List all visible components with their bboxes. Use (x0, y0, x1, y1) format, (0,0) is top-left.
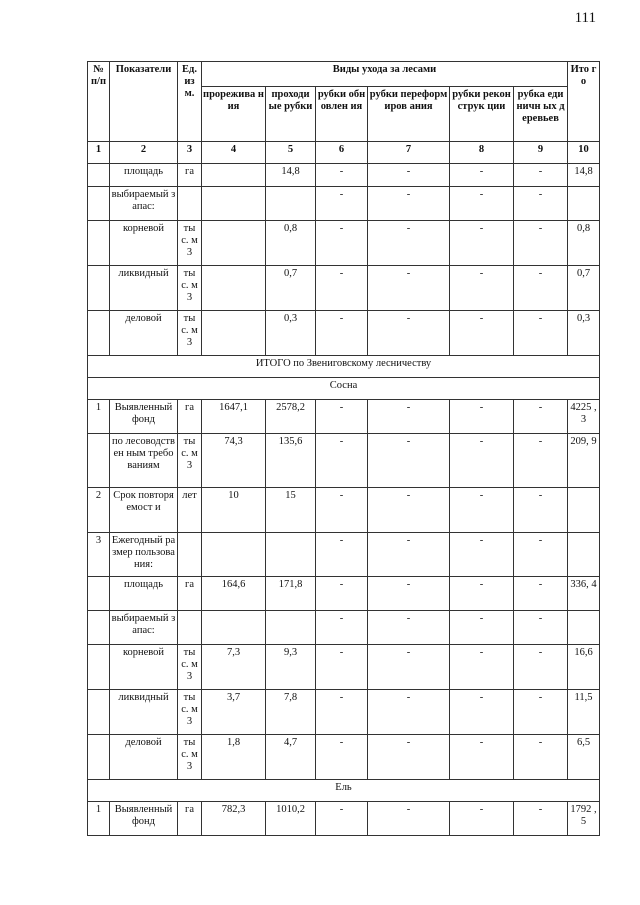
table-row (88, 400, 600, 434)
table-cell: - (450, 533, 514, 577)
table-cell: 15 (266, 488, 316, 533)
table-cell: - (368, 611, 450, 645)
table-cell: - (514, 400, 568, 434)
table-cell: 2578,2 (266, 400, 316, 434)
page-number: 111 (574, 10, 596, 26)
table-cell: - (450, 611, 514, 645)
table-cell: 1010,2 (266, 802, 316, 836)
table-cell: - (368, 266, 450, 311)
table-cell: - (368, 690, 450, 735)
table-cell: - (316, 311, 368, 356)
table-cell: - (450, 802, 514, 836)
table-cell: - (514, 164, 568, 187)
table-cell: - (514, 266, 568, 311)
table-cell: ты с. м3 (178, 266, 202, 311)
table-cell: Срок повторяемост и (110, 488, 178, 533)
table-row (88, 187, 600, 221)
table-cell: 16,6 (568, 645, 600, 690)
table-row (88, 311, 600, 356)
header-unit: Ед. из м. (178, 62, 202, 142)
col-number: 4 (202, 142, 266, 164)
table-cell: 0,7 (266, 266, 316, 311)
table-cell: 1792 ,5 (568, 802, 600, 836)
table-cell: - (316, 434, 368, 488)
table-cell: - (514, 645, 568, 690)
table-cell: - (450, 690, 514, 735)
header-indicator: Показатели (110, 62, 178, 142)
table-cell: 4225 ,3 (568, 400, 600, 434)
col-number: 6 (316, 142, 368, 164)
header-single-tree-cutting: рубка единичн ых деревьев (514, 87, 568, 142)
table-cell: площадь (110, 577, 178, 611)
table-row (88, 266, 600, 311)
table-cell: - (368, 802, 450, 836)
table-cell: 9,3 (266, 645, 316, 690)
section-row (88, 356, 600, 378)
table-row (88, 533, 600, 577)
table-cell: ликвидный (110, 690, 178, 735)
table-cell (202, 266, 266, 311)
col-number: 10 (568, 142, 600, 164)
table-cell: - (368, 533, 450, 577)
table-cell: ты с. м3 (178, 735, 202, 780)
table-cell: - (316, 488, 368, 533)
table-cell: 135,6 (266, 434, 316, 488)
table-cell: ты с. м3 (178, 434, 202, 488)
table-cell: - (316, 611, 368, 645)
header-care-types: Виды ухода за лесами (202, 62, 568, 87)
table-cell (568, 611, 600, 645)
col-number: 2 (110, 142, 178, 164)
table-cell (88, 164, 110, 187)
table-cell: - (316, 187, 368, 221)
col-number: 3 (178, 142, 202, 164)
table-cell: - (450, 434, 514, 488)
table-cell: - (316, 735, 368, 780)
table-cell: - (316, 533, 368, 577)
table-cell: 14,8 (568, 164, 600, 187)
table-row (88, 221, 600, 266)
table-cell: - (316, 577, 368, 611)
table-cell: ты с. м3 (178, 221, 202, 266)
table-cell: - (368, 221, 450, 266)
table-cell (202, 221, 266, 266)
table-cell: 1 (88, 400, 110, 434)
table-cell: - (368, 434, 450, 488)
table-cell: 3,7 (202, 690, 266, 735)
table-cell (88, 577, 110, 611)
table-cell: 0,3 (266, 311, 316, 356)
table-cell: - (514, 533, 568, 577)
table-cell: 7,8 (266, 690, 316, 735)
section-row (88, 780, 600, 802)
table-cell: 209, 9 (568, 434, 600, 488)
table-cell: - (514, 311, 568, 356)
table-cell: ты с. м3 (178, 690, 202, 735)
table-cell (266, 187, 316, 221)
table-cell: Выявленный фонд (110, 802, 178, 836)
table-cell: 14,8 (266, 164, 316, 187)
table-cell (88, 645, 110, 690)
table-cell: - (316, 400, 368, 434)
table-cell (202, 533, 266, 577)
table-cell (202, 311, 266, 356)
table-cell: - (368, 735, 450, 780)
table-cell: - (450, 400, 514, 434)
forest-care-table (87, 61, 600, 836)
table-cell: - (514, 735, 568, 780)
table-cell: 4,7 (266, 735, 316, 780)
table-cell: - (450, 488, 514, 533)
table-cell: 74,3 (202, 434, 266, 488)
table-cell: - (368, 577, 450, 611)
col-number: 7 (368, 142, 450, 164)
table-cell (568, 187, 600, 221)
table-cell: - (450, 266, 514, 311)
table-row (88, 611, 600, 645)
table-cell: корневой (110, 645, 178, 690)
table-cell (178, 611, 202, 645)
table-cell: - (368, 488, 450, 533)
table-cell (88, 221, 110, 266)
table-cell (88, 311, 110, 356)
table-cell (178, 187, 202, 221)
section-title: ИТОГО по Звениговскому лесничеству (88, 356, 600, 378)
header-passage-cutting: проходи ые рубки (266, 87, 316, 142)
table-cell: - (368, 400, 450, 434)
table-cell: - (316, 266, 368, 311)
table-cell: - (368, 187, 450, 221)
table-cell (266, 611, 316, 645)
table-cell (88, 735, 110, 780)
table-row (88, 488, 600, 533)
table-cell: - (514, 488, 568, 533)
table-row (88, 164, 600, 187)
table-cell (88, 187, 110, 221)
table-cell: 0,8 (568, 221, 600, 266)
table-cell (88, 434, 110, 488)
table-cell: ты с. м3 (178, 645, 202, 690)
table-cell: га (178, 400, 202, 434)
header-reformation-cutting: рубки переформиров ания (368, 87, 450, 142)
table-cell (568, 533, 600, 577)
table-cell: - (514, 690, 568, 735)
table-cell: 0,7 (568, 266, 600, 311)
table-cell: выбираемый запас: (110, 187, 178, 221)
table-cell: 1 (88, 802, 110, 836)
table-cell: 10 (202, 488, 266, 533)
table-cell: лет (178, 488, 202, 533)
table-cell (88, 266, 110, 311)
table-cell: 6,5 (568, 735, 600, 780)
table-cell: га (178, 577, 202, 611)
table-cell: корневой (110, 221, 178, 266)
table-cell: - (316, 164, 368, 187)
table-row (88, 735, 600, 780)
table-cell: 164,6 (202, 577, 266, 611)
table-cell: деловой (110, 735, 178, 780)
table-cell: 782,3 (202, 802, 266, 836)
table-cell: - (514, 434, 568, 488)
table-row (88, 690, 600, 735)
table-cell: га (178, 802, 202, 836)
table-cell: Ежегодный размер пользования: (110, 533, 178, 577)
table-row (88, 802, 600, 836)
table-cell: площадь (110, 164, 178, 187)
table-cell: 0,8 (266, 221, 316, 266)
table-cell: - (316, 221, 368, 266)
table-cell: выбираемый запас: (110, 611, 178, 645)
table-cell: - (450, 735, 514, 780)
table-cell: - (450, 311, 514, 356)
table-cell: 11,5 (568, 690, 600, 735)
table-cell: 171,8 (266, 577, 316, 611)
table-cell: по лесоводствен ным требованиям (110, 434, 178, 488)
col-number: 5 (266, 142, 316, 164)
table-cell: - (514, 187, 568, 221)
header-reconstruction-cutting: рубки реконструк ции (450, 87, 514, 142)
col-number: 1 (88, 142, 110, 164)
table-cell (178, 533, 202, 577)
header-total: Ито го (568, 62, 600, 142)
table-row (88, 577, 600, 611)
table-cell (202, 164, 266, 187)
table-cell: 0,3 (568, 311, 600, 356)
table-cell: - (450, 221, 514, 266)
table-cell (202, 187, 266, 221)
table-cell: - (450, 187, 514, 221)
table-cell: - (514, 611, 568, 645)
table-cell: - (368, 645, 450, 690)
table-cell (88, 611, 110, 645)
table-row (88, 645, 600, 690)
table-cell: Выявленный фонд (110, 400, 178, 434)
table-cell: ликвидный (110, 266, 178, 311)
table-cell: - (514, 802, 568, 836)
table-cell: - (316, 690, 368, 735)
table-cell: 3 (88, 533, 110, 577)
table-cell: - (450, 645, 514, 690)
table-cell: - (514, 577, 568, 611)
table-cell: - (514, 221, 568, 266)
header-row (88, 62, 600, 87)
table-cell (88, 690, 110, 735)
table-cell: - (316, 645, 368, 690)
table-cell: - (316, 802, 368, 836)
section-title: Ель (88, 780, 600, 802)
table-body (88, 164, 600, 836)
table-cell: 336, 4 (568, 577, 600, 611)
header-renewal-cutting: рубки обновлен ия (316, 87, 368, 142)
col-number: 8 (450, 142, 514, 164)
column-number-row (88, 142, 600, 164)
table-cell: - (368, 311, 450, 356)
section-title: Сосна (88, 378, 600, 400)
table-cell (266, 533, 316, 577)
header-thinning: прорежива ния (202, 87, 266, 142)
table-cell: - (368, 164, 450, 187)
table-cell (568, 488, 600, 533)
table-cell: ты с. м3 (178, 311, 202, 356)
section-row (88, 378, 600, 400)
table-cell: га (178, 164, 202, 187)
table-cell: 1647,1 (202, 400, 266, 434)
col-number: 9 (514, 142, 568, 164)
table-row (88, 434, 600, 488)
table-cell: 7,3 (202, 645, 266, 690)
table-cell: - (450, 164, 514, 187)
table-cell: 1,8 (202, 735, 266, 780)
header-num: № п/п (88, 62, 110, 142)
table-cell: деловой (110, 311, 178, 356)
table-cell: 2 (88, 488, 110, 533)
table-cell: - (450, 577, 514, 611)
table-cell (202, 611, 266, 645)
